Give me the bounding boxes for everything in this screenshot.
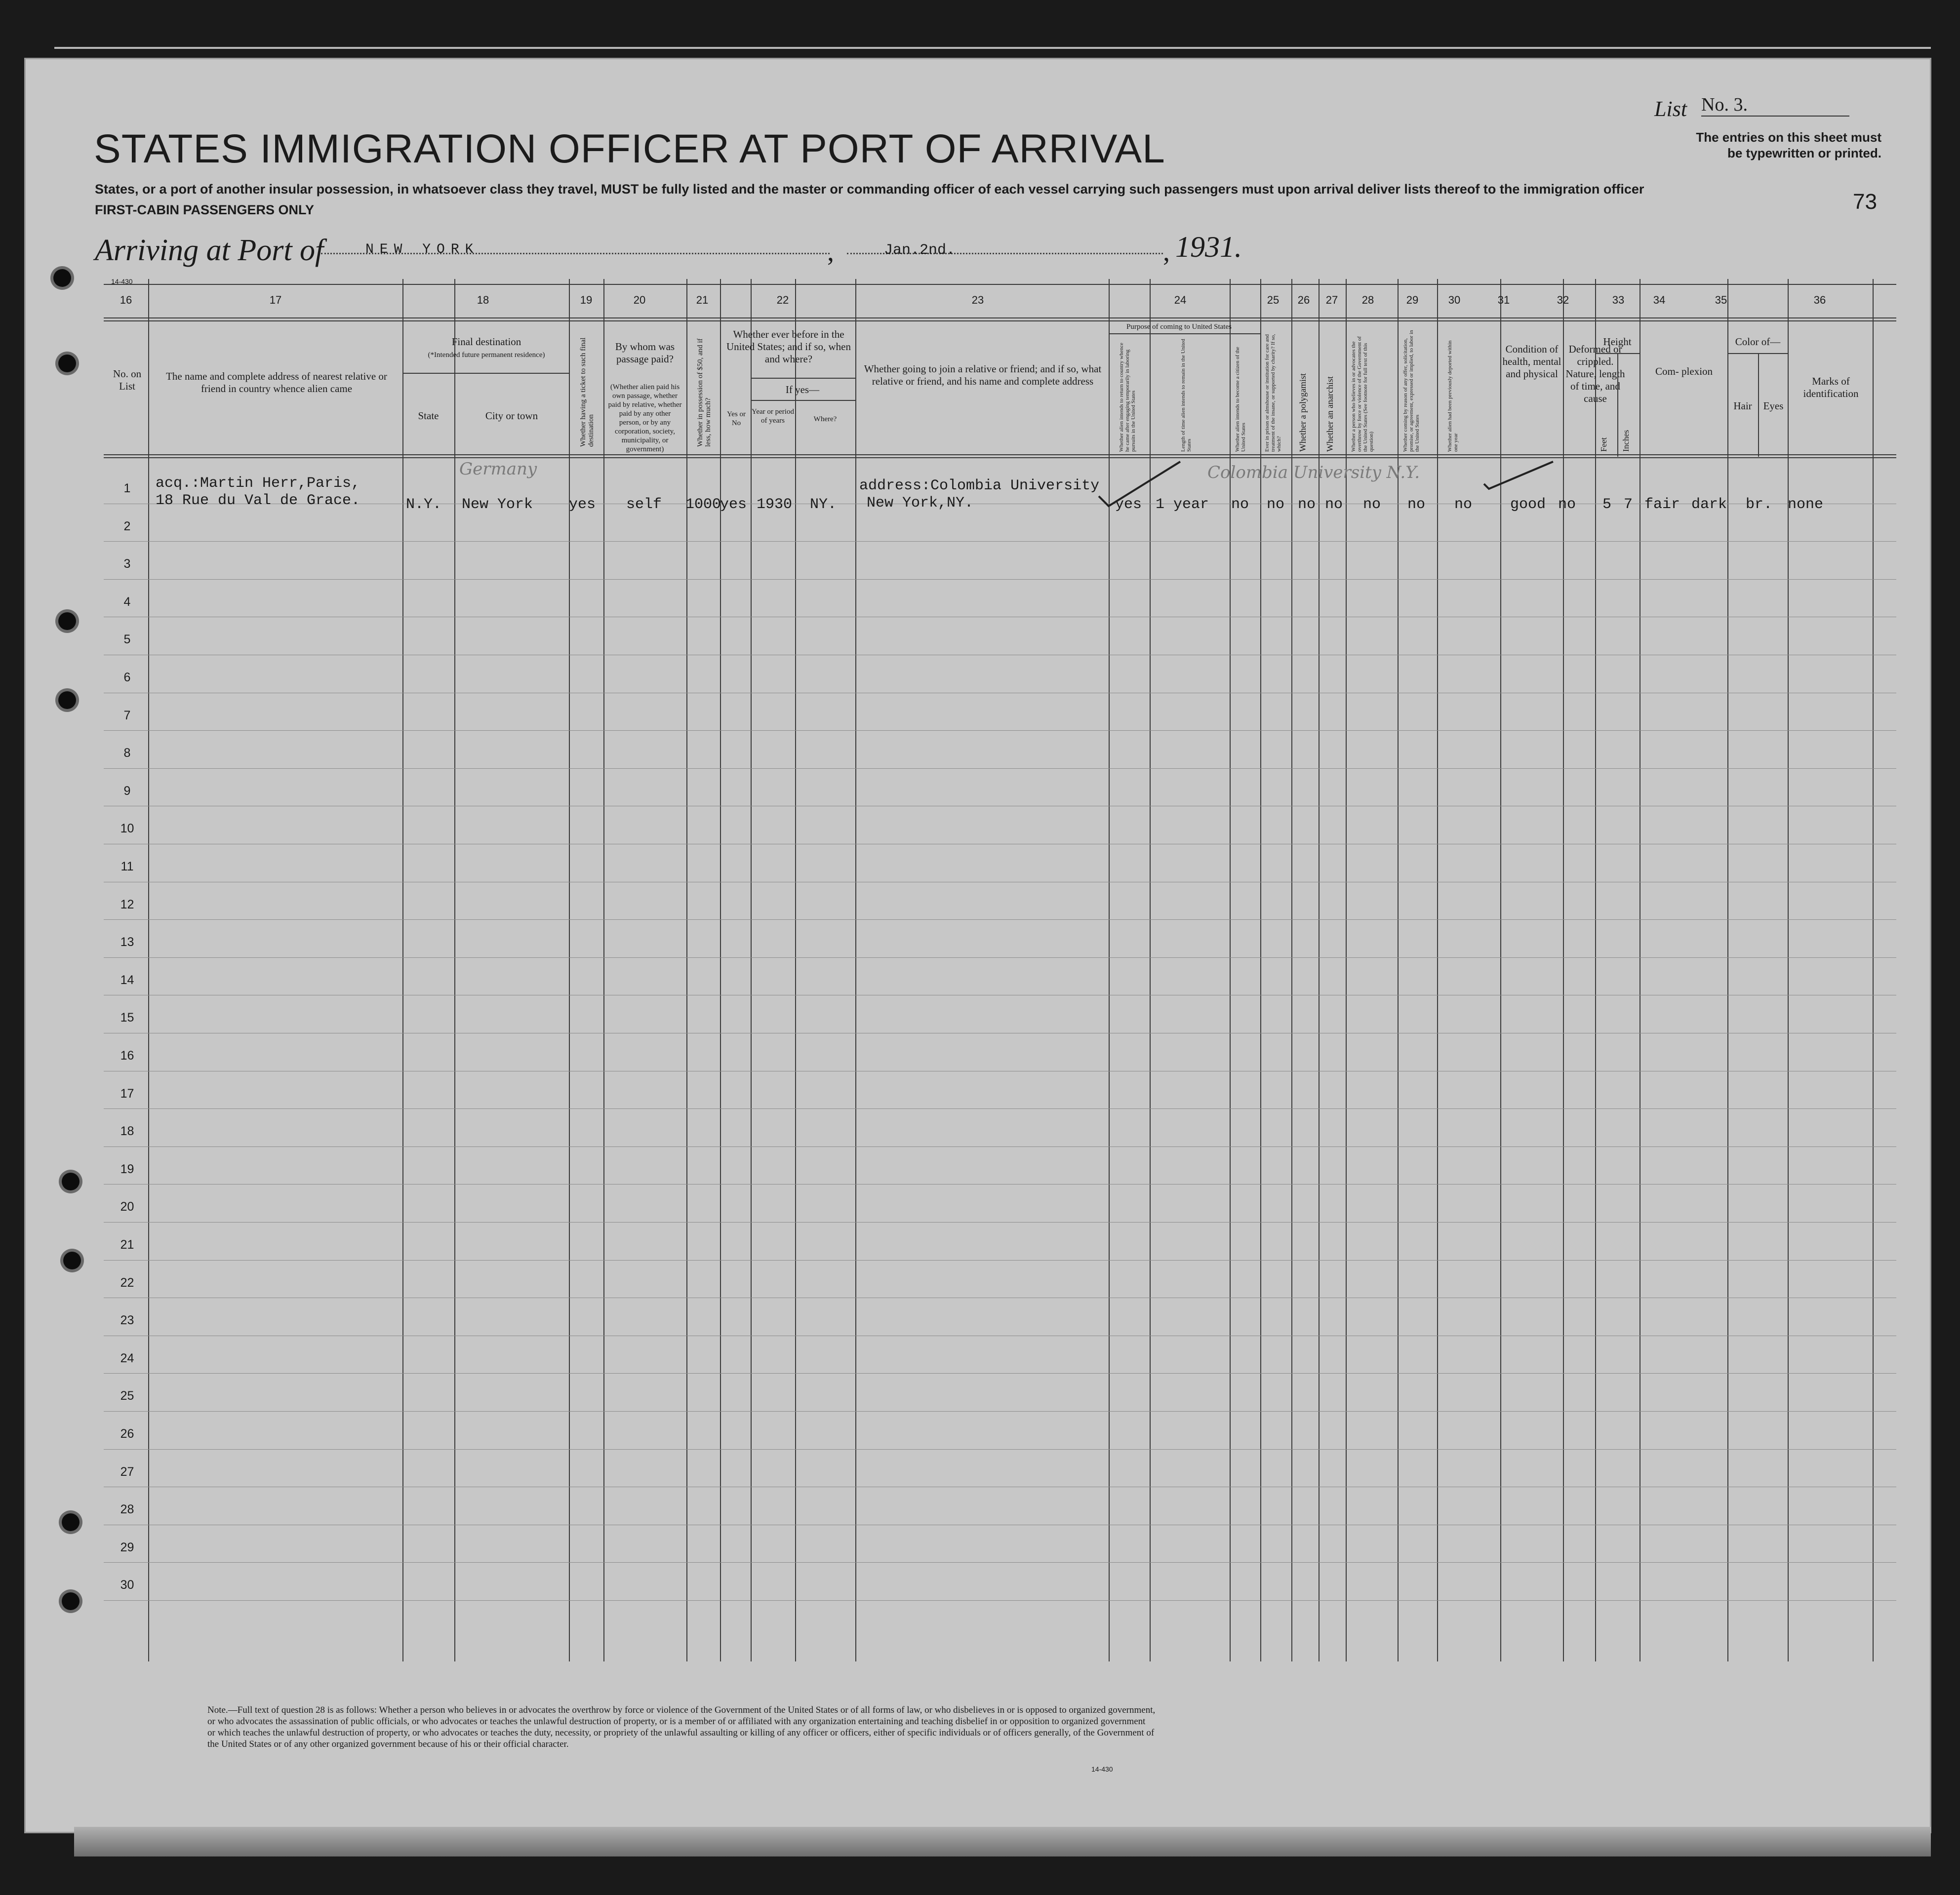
overthrow-value: no xyxy=(1363,496,1381,513)
anarchist-value: no xyxy=(1325,496,1343,513)
relative-line-2: 18 Rue du Val de Grace. xyxy=(156,492,360,509)
row-rule xyxy=(104,1449,1896,1450)
list-label: List xyxy=(1654,97,1687,121)
row-number: 15 xyxy=(120,1011,134,1025)
col-rule xyxy=(1291,279,1292,1661)
col-rule xyxy=(720,279,721,1661)
relative-line-1: acq.:Martin Herr,Paris, xyxy=(156,475,360,492)
table-top-rule xyxy=(104,284,1896,285)
polygamist-value: no xyxy=(1298,496,1316,513)
row-number: 12 xyxy=(120,897,134,911)
header-purpose-citizen: Whether alien intends to become a citizen of the United States xyxy=(1235,347,1246,452)
before-value: yes xyxy=(720,496,747,513)
row-rule xyxy=(104,1222,1896,1223)
header-purpose-length: Length of time alien intends to remain in the United States xyxy=(1180,339,1192,452)
row-rule xyxy=(104,1373,1896,1374)
binder-hole xyxy=(58,355,76,372)
row-rule xyxy=(104,1260,1896,1261)
row-number: 23 xyxy=(120,1313,134,1328)
row-number: 3 xyxy=(123,557,131,571)
column-number: 17 xyxy=(269,294,282,306)
binder-hole xyxy=(53,269,71,287)
binder-hole xyxy=(62,1513,80,1531)
column-number: 18 xyxy=(477,294,489,306)
entries-note xyxy=(1644,129,1881,161)
header-bottom-rule xyxy=(104,457,1896,458)
header-overthrow: Whether a person who believes in or advocates the overthrow by force or violence of the Government of the United States (See footnote for full text of this question) xyxy=(1351,336,1374,452)
col-rule xyxy=(1346,279,1347,1661)
column-number: 30 xyxy=(1448,294,1461,306)
row-number: 26 xyxy=(120,1427,134,1441)
header-where: Where? xyxy=(813,415,837,423)
prison-value: no xyxy=(1267,496,1285,513)
col-rule xyxy=(603,279,604,1661)
row-rule xyxy=(104,1108,1896,1109)
header-if-yes: If yes— xyxy=(785,384,820,395)
column-number: 23 xyxy=(971,294,984,306)
column-number: 33 xyxy=(1612,294,1625,306)
check-mark xyxy=(1479,457,1563,491)
feet-value: 5 xyxy=(1602,496,1612,513)
column-number: 19 xyxy=(580,294,593,306)
complexion-value: fair xyxy=(1644,496,1680,513)
header-relative: The name and complete address of nearest relative or friend in country whence alien came xyxy=(166,370,387,395)
join-annotation: Colombia University N.Y. xyxy=(1207,463,1420,482)
row-rule xyxy=(104,768,1896,769)
row-number: 14 xyxy=(120,973,134,987)
header-prison: Ever in prison or almshouse or institution for care and treatment of the insane, or supported by charity? If so, which? xyxy=(1264,334,1282,452)
column-number: 27 xyxy=(1325,294,1338,306)
row-number: 6 xyxy=(123,671,131,684)
row-rule xyxy=(104,1600,1896,1601)
entries-note-line: The entries on this sheet must xyxy=(1696,130,1881,145)
column-number: 16 xyxy=(120,294,132,306)
row-number: 1 xyxy=(123,481,131,495)
col-rule xyxy=(148,279,149,1661)
ticket-value: yes xyxy=(569,496,596,513)
col-rule xyxy=(795,279,796,1661)
header-final-destination: Final destination xyxy=(451,336,521,348)
header-condition: Condition of health, mental and physical xyxy=(1502,343,1561,380)
row-number: 13 xyxy=(120,935,134,949)
header-before-in-us: Whether ever before in the United States; and if so, when and where? xyxy=(726,328,851,365)
row-rule xyxy=(104,957,1896,958)
row-rule xyxy=(104,1146,1896,1147)
header-height: Height xyxy=(1603,336,1632,348)
inches-value: 7 xyxy=(1624,496,1633,513)
port-value: NEW YORK xyxy=(365,242,480,257)
row-number: 22 xyxy=(120,1275,134,1290)
header-feet: Feet xyxy=(1599,437,1608,452)
header-year-period: Year or period of years xyxy=(752,408,794,425)
column-number: 21 xyxy=(696,294,709,306)
subheader-rule xyxy=(402,373,569,374)
subheader-rule xyxy=(1109,333,1260,334)
class-line: FIRST-CABIN PASSENGERS ONLY xyxy=(95,202,315,217)
col-rule xyxy=(1398,279,1399,1661)
header-final-destination-note: (*Intended future permanent residence) xyxy=(428,351,545,359)
binder-hole xyxy=(58,612,76,630)
health-value: good xyxy=(1510,496,1546,513)
binder-hole xyxy=(58,691,76,709)
column-number: 24 xyxy=(1174,294,1187,306)
row-rule xyxy=(104,579,1896,580)
footnote: Note.—Full text of question 28 is as follows: Whether a person who believes in or advocates the overthrow by force or violence of the Government of the United States or of all forms of law, or who disbelieves in or is opposed to organized government, or who advocates the assassination of public officials, or who advocates or teaches the unlawful destruction of property, or is a member of or affiliated with any organization entertaining and teaching disbelief in or opposition to organized government or which teaches the unlawful destruction of property, or who advocates or teaches the duty, necessity, or propriety of the unlawful assaulting or killing of any officer or officers, either of specific individuals or of officers generally, of the Government of the United States or of any other organized government because of his or their official character. xyxy=(207,1705,1156,1749)
year-value: 1931. xyxy=(1175,231,1242,263)
header-state: State xyxy=(418,410,439,422)
paid-by-value: self xyxy=(626,496,662,513)
citizen-value: no xyxy=(1231,496,1249,513)
comma: , xyxy=(827,237,834,267)
header-by-whom: By whom was passage paid? xyxy=(615,341,675,365)
col-rule xyxy=(1873,279,1874,1661)
header-purpose-return: Whether alien intends to return to country whence he came after engaging temporarily in laboring pursuits in the United States xyxy=(1119,343,1136,452)
row-number: 28 xyxy=(120,1502,134,1517)
column-number: 28 xyxy=(1361,294,1374,306)
column-number: 36 xyxy=(1813,294,1826,306)
stacked-pages-edge xyxy=(74,1827,1931,1856)
header-deported: Whether alien had been previously deported within one year xyxy=(1447,340,1459,452)
hair-value: dark xyxy=(1691,496,1727,513)
col-rule xyxy=(1595,279,1596,1661)
date-value: Jan.2nd. xyxy=(884,242,956,259)
header-complexion: Com- plexion xyxy=(1655,365,1713,377)
row-rule xyxy=(104,541,1896,542)
col-rule xyxy=(569,279,570,1661)
row-number: 24 xyxy=(120,1351,134,1365)
row-rule xyxy=(104,730,1896,731)
row-number: 7 xyxy=(123,708,131,722)
row-number: 8 xyxy=(123,746,131,760)
comma: , xyxy=(1163,237,1170,267)
header-marks: Marks of identification xyxy=(1803,375,1859,399)
subheader-rule xyxy=(1617,353,1618,457)
subheader-rule xyxy=(751,400,855,401)
entries-note-line: be typewritten or printed. xyxy=(1727,146,1881,160)
header-eyes: Eyes xyxy=(1763,400,1784,412)
header-hair: Hair xyxy=(1733,400,1752,412)
row-rule xyxy=(104,919,1896,920)
binder-hole xyxy=(62,1173,80,1190)
column-number: 22 xyxy=(776,294,789,306)
binder-hole xyxy=(63,1252,81,1269)
row-number: 5 xyxy=(123,632,131,647)
eyes-value: br. xyxy=(1746,496,1773,513)
instructions-line: States, or a port of another insular possession, in whatsoever class they travel, MUST be fully listed and the master or commanding officer of each vessel carrying such passengers must upon arrival deliver lists thereof to the immigration officer xyxy=(95,182,1644,197)
col-rule xyxy=(1563,279,1564,1661)
arriving-label: Arriving at Port of xyxy=(95,234,324,267)
header-city: City or town xyxy=(485,410,538,422)
header-no-on-list: No. on List xyxy=(113,368,142,392)
header-deformed: Deformed or crippled. Nature, length of time, and cause xyxy=(1565,343,1625,404)
colnum-rule xyxy=(104,320,1896,321)
column-number: 29 xyxy=(1406,294,1419,306)
header-polygamist: Whether a polygamist xyxy=(1298,373,1308,452)
row-number: 10 xyxy=(120,822,134,836)
col-rule xyxy=(1260,279,1261,1661)
header-yes-no: Yes or No xyxy=(726,410,746,427)
city-annotation: Germany xyxy=(459,459,537,479)
column-number: 26 xyxy=(1297,294,1310,306)
deformed-value: no xyxy=(1558,496,1576,513)
row-number: 4 xyxy=(123,594,131,609)
header-labor: Whether coming by reason of any offer, solicitation, promise, or agreement, expressed or implied, to labor in the United States xyxy=(1402,330,1420,452)
row-number: 11 xyxy=(120,860,134,873)
deported-value: no xyxy=(1454,496,1473,513)
col-rule xyxy=(1319,279,1320,1661)
row-number: 9 xyxy=(123,784,131,798)
col-rule xyxy=(1230,279,1231,1661)
footnote-form-code: 14-430 xyxy=(1091,1765,1113,1773)
list-number: No. 3. xyxy=(1701,94,1849,117)
header-bottom-rule xyxy=(104,454,1896,455)
header-inches: Inches xyxy=(1621,430,1631,452)
row-number: 17 xyxy=(120,1086,134,1101)
row-number: 2 xyxy=(123,519,131,533)
row-number: 21 xyxy=(120,1238,134,1252)
col-rule xyxy=(686,279,687,1661)
join-line-1: address:Colombia University xyxy=(859,477,1100,494)
page-number: 73 xyxy=(1853,190,1877,214)
check-mark xyxy=(1091,457,1190,511)
binder-hole xyxy=(62,1592,80,1610)
column-number: 35 xyxy=(1715,294,1727,306)
labor-value: no xyxy=(1407,496,1426,513)
subheader-rule xyxy=(751,378,855,379)
row-number: 25 xyxy=(120,1389,134,1403)
form-code: 14-430 xyxy=(111,277,133,285)
header-join-relative: Whether going to join a relative or friend; and if so, what relative or friend, and his name and complete address xyxy=(864,363,1102,387)
row-number: 29 xyxy=(120,1540,134,1554)
page-title: STATES IMMIGRATION OFFICER AT PORT OF ARRIVAL xyxy=(94,126,1165,171)
header-ticket: Whether having a ticket to such final destination xyxy=(579,337,595,447)
column-number: 32 xyxy=(1557,294,1569,306)
header-purpose: Purpose of coming to United States xyxy=(1126,323,1232,331)
row-number: 27 xyxy=(120,1464,134,1479)
col-rule xyxy=(855,279,856,1661)
header-by-whom-note: (Whether alien paid his own passage, whether paid by relative, whether paid by any other person, or by any corporation, society, municipality, or government) xyxy=(608,383,682,453)
column-number: 31 xyxy=(1497,294,1510,306)
header-fifty-dollars: Whether in possession of $50, and if less, how much? xyxy=(696,338,712,447)
year-value: 1930 xyxy=(757,496,793,513)
row-rule xyxy=(104,1562,1896,1563)
colnum-rule xyxy=(104,317,1896,318)
where-value: NY. xyxy=(810,496,837,513)
marks-value: none xyxy=(1788,496,1824,513)
header-color-of: Color of— xyxy=(1735,336,1781,348)
col-rule xyxy=(1437,279,1438,1661)
col-rule xyxy=(751,279,752,1661)
header-anarchist: Whether an anarchist xyxy=(1325,376,1335,452)
city-value: New York xyxy=(462,496,533,513)
row-number: 20 xyxy=(120,1200,134,1214)
state-value: N.Y. xyxy=(406,496,442,513)
column-number: 25 xyxy=(1267,294,1280,306)
col-rule xyxy=(402,279,403,1661)
manifest-table xyxy=(104,279,1896,1661)
col-rule xyxy=(454,279,455,1661)
length-value: 1 year xyxy=(1156,496,1209,513)
purpose-return-value: yes xyxy=(1115,496,1142,513)
money-value: 1000 xyxy=(685,496,721,513)
row-number: 19 xyxy=(120,1162,134,1176)
subheader-rule xyxy=(1727,353,1788,354)
column-number: 20 xyxy=(633,294,646,306)
column-number: 34 xyxy=(1653,294,1666,306)
row-number: 18 xyxy=(120,1124,134,1139)
row-number: 16 xyxy=(120,1049,134,1063)
join-line-2: New York,NY. xyxy=(867,495,974,512)
col-rule xyxy=(1727,279,1728,1661)
row-rule xyxy=(104,1411,1896,1412)
col-rule xyxy=(1788,279,1789,1661)
row-number: 30 xyxy=(120,1578,134,1592)
